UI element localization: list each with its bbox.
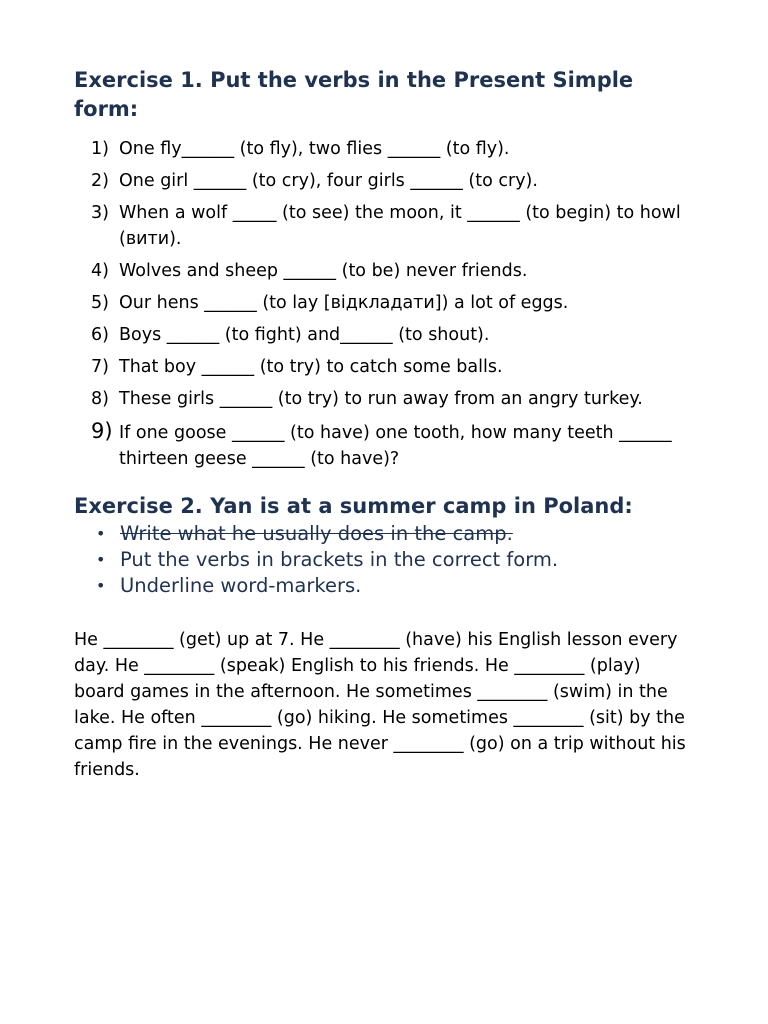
item-number: 5) — [91, 293, 109, 313]
item-text: Boys ______ (to fight) and______ (to shout). — [119, 325, 490, 345]
item-number: 6) — [91, 325, 109, 345]
item-number: 9) — [91, 419, 113, 443]
exercise-1-title: Exercise 1. Put the verbs in the Present Simple form: — [74, 68, 634, 121]
item-number: 7) — [91, 357, 109, 377]
item-text: If one goose ______ (to have) one tooth, how many teeth ______ thirteen geese ______ (to have)? — [119, 423, 672, 469]
exercise-1-item — [74, 386, 704, 412]
item-text: That boy ______ (to try) to catch some balls. — [119, 357, 503, 377]
worksheet-page — [74, 66, 704, 801]
exercise-1-item — [74, 322, 704, 348]
exercise-1-item — [74, 200, 704, 252]
exercise-1-item — [74, 258, 704, 284]
task-item — [74, 521, 704, 547]
task-text: Put the verbs in brackets in the correct form. — [120, 548, 559, 571]
item-text: One girl ______ (to cry), four girls ______ (to cry). — [119, 171, 538, 191]
exercise-2-title: Exercise 2. Yan is at a summer camp in Poland: — [74, 494, 633, 518]
exercise-1-item — [74, 354, 704, 380]
task-item — [74, 573, 704, 599]
exercise-1-item — [74, 168, 704, 194]
item-number: 2) — [91, 171, 109, 191]
bullet-icon: • — [96, 524, 106, 543]
item-number: 3) — [91, 203, 109, 223]
exercise-2-task-list — [74, 521, 704, 599]
exercise-1-item — [74, 136, 704, 162]
bullet-icon: • — [96, 550, 106, 569]
item-number: 1) — [91, 139, 109, 159]
exercise-1-item — [74, 290, 704, 316]
task-item — [74, 547, 704, 573]
item-text: These girls ______ (to try) to run away from an angry turkey. — [119, 389, 643, 409]
item-text: Our hens ______ (to lay [відкладати]) a lot of eggs. — [119, 293, 569, 313]
exercise-1-item — [74, 420, 704, 472]
item-text: Wolves and sheep ______ (to be) never friends. — [119, 261, 528, 281]
item-text: When a wolf _____ (to see) the moon, it ______ (to begin) to howl (вити). — [119, 203, 681, 249]
exercise-2-paragraph: He ________ (get) up at 7. He ________ (have) his English lesson every day. He ________ (speak) English to his friends. He ________ (play) board games in the afternoon. He sometimes ________ (swim) in the lake. He often ________ (go) hiking. He sometimes ________ (sit) by the camp fire in the evenings. He never ________ (go) on a trip without his friends. — [74, 630, 686, 780]
bullet-icon: • — [96, 576, 106, 595]
task-text: Write what he usually does in the camp. — [120, 522, 513, 545]
item-text: One fly______ (to fly), two flies ______ (to fly). — [119, 139, 510, 159]
task-text: Underline word-markers. — [120, 574, 362, 597]
item-number: 4) — [91, 261, 109, 281]
exercise-1-list — [74, 136, 704, 472]
item-number: 8) — [91, 389, 109, 409]
